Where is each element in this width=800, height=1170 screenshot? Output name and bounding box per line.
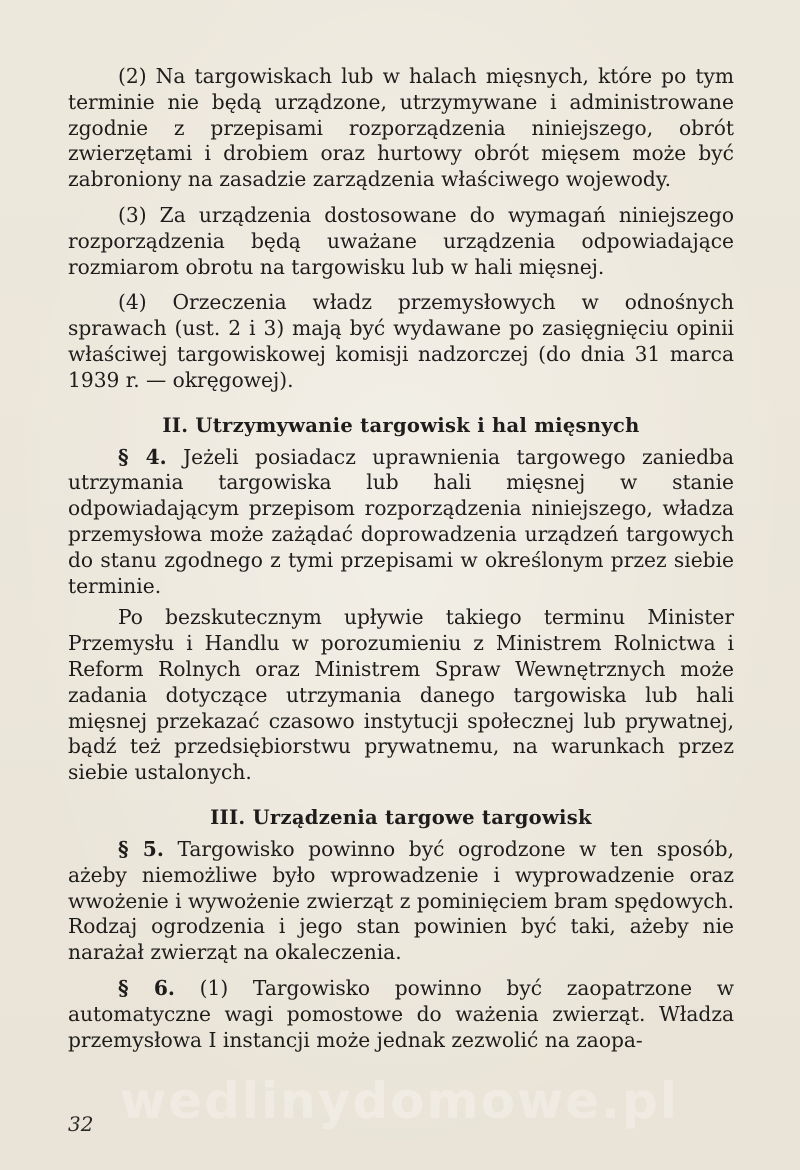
paragraph-4-continued: Po bezskutecznym upływie takiego terminu Minister Przemysłu i Handlu w porozumieniu z Ministrem Rolnictwa i Reform Rolnych oraz Ministrem Spraw Wewnętrznych może zadania dotyczące utrzymania danego targowiska lub hali mięsnej przekazać czasowo instytucji społecznej lub prywatnej, bądź też przedsiębiorstwu prywatnemu, na warunkach przez siebie ustalonych. xyxy=(68,605,734,785)
paragraph-4: § 4. Jeżeli posiadacz uprawnienia targowego zaniedba utrzymania targowiska lub hali mięsnej w stanie odpowiadającym przepisom rozporządzenia niniejszego, władza przemysłowa może zażądać doprowadzenia urządzeń targowych do stanu zgodnego z tymi przepisami w określonym przez siebie terminie. xyxy=(68,444,734,598)
paragraph-6: § 6. (1) Targowisko powinno być zaopatrzone w automatyczne wagi pomostowe do ważenia zwierząt. Władza przemysłowa I instancji może jednak zezwolić na zaopa- xyxy=(68,975,734,1052)
watermark: wedlinydomowe.pl xyxy=(120,1072,679,1130)
paragraph-3-3: (3) Za urządzenia dostosowane do wymagań niniejszego rozporządzenia będą uważane urządzenia odpowiadające rozmiarom obrotu na targowisku lub w hali mięsnej. xyxy=(68,202,734,279)
paragraph-number: § 6. xyxy=(118,975,175,1000)
paragraph-number: § 5. xyxy=(118,836,164,861)
paragraph-number: § 4. xyxy=(118,444,167,469)
page-number: 32 xyxy=(68,1112,94,1136)
section-heading-ii: II. Utrzymywanie targowisk i hal mięsnych xyxy=(162,413,640,437)
text-column xyxy=(68,64,734,1053)
section-heading-iii: III. Urządzenia targowe targowisk xyxy=(210,805,592,829)
paragraph-5: § 5. Targowisko powinno być ogrodzone w ten sposób, ażeby niemożliwe było wprowadzenie i wyprowadzenie oraz wwożenie i wywożenie zwierząt z pominięciem bram spędowych. Rodzaj ogrodzenia i jego stan powinien być taki, ażeby nie narażał zwierząt na okaleczenia. xyxy=(68,836,735,965)
paragraph-3-4: (4) Orzeczenia władz przemysłowych w odnośnych sprawach (ust. 2 i 3) mają być wydawane po zasięgnięciu opinii właściwej targowiskowej komisji nadzorczej (do dnia 31 marca 1939 r. — okręgowej). xyxy=(68,290,734,392)
paragraph-3-2: (2) Na targowiskach lub w halach mięsnych, które po tym terminie nie będą urządzone, utrzymywane i administrowane zgodnie z przepisami rozporządzenia niniejszego, obrót zwierzętami i drobiem oraz hurtowy obrót mięsem może być zabroniony na zasadzie zarządzenia właściwego wojewody. xyxy=(68,64,734,192)
